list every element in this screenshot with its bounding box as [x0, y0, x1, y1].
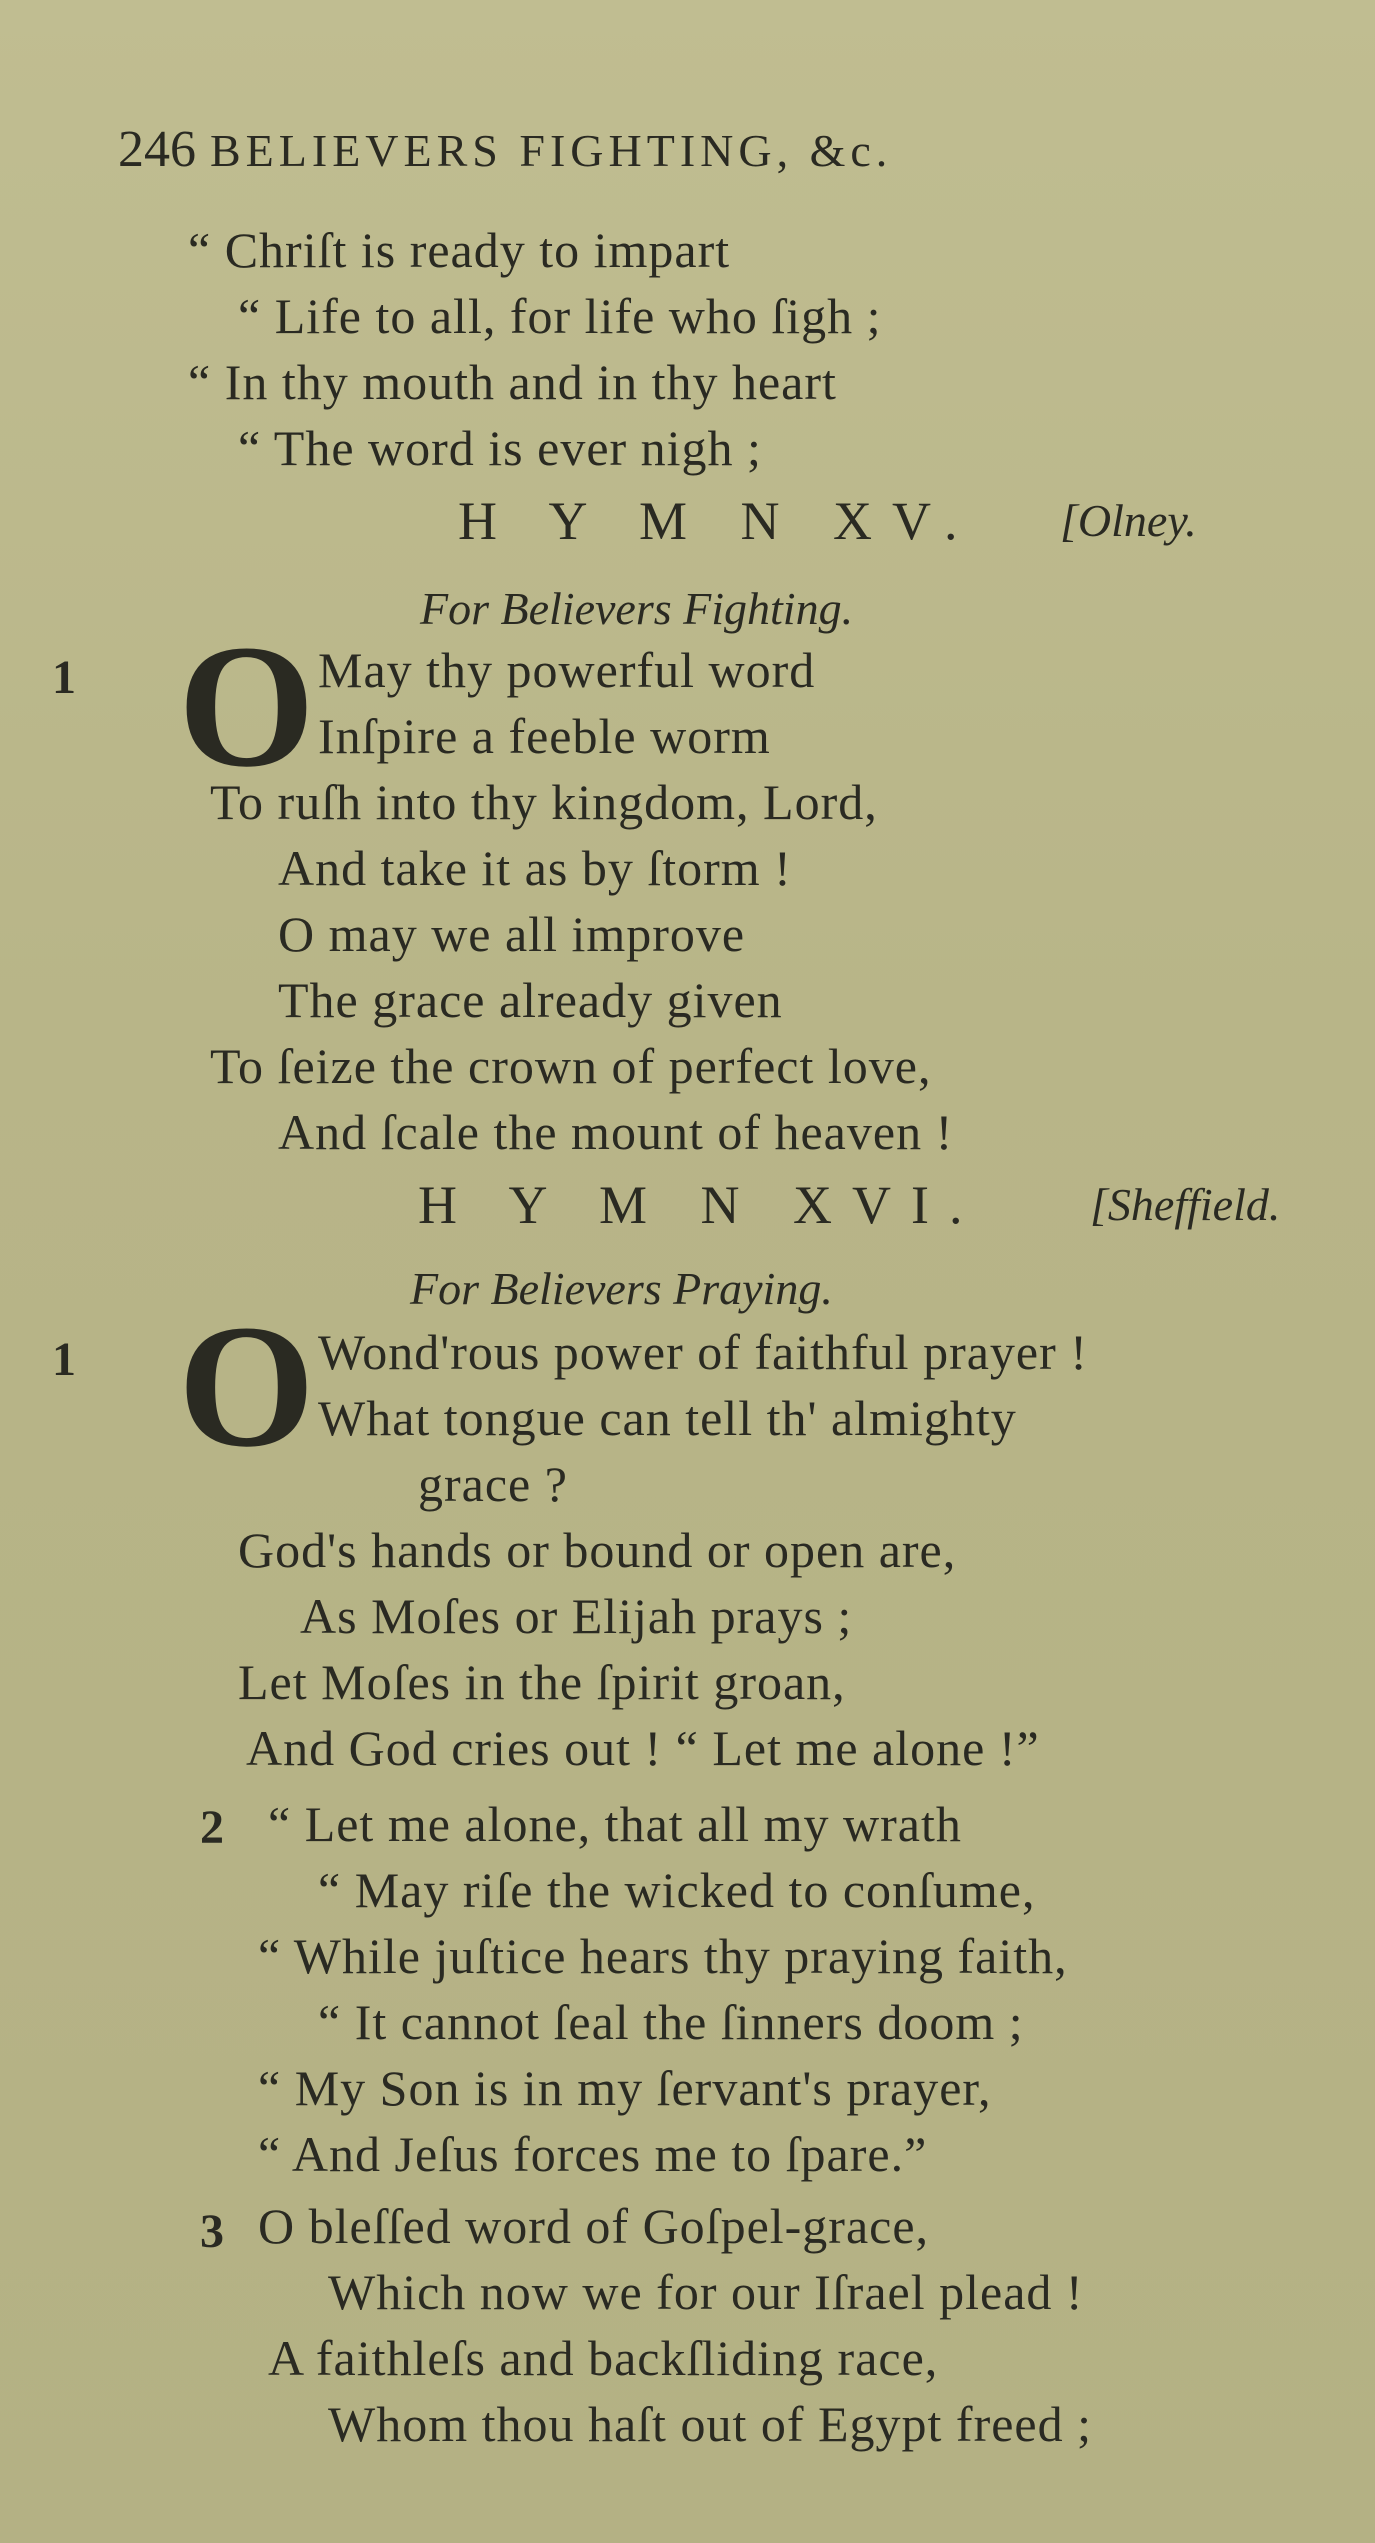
hymn-15-title: H Y M N XV. — [458, 491, 978, 551]
stanza-number: 1 — [52, 651, 76, 704]
verse-line: May thy powerful word — [318, 642, 816, 698]
verse-line: A faithleſs and backſliding race, — [268, 2330, 939, 2386]
verse-line: “ And Jeſus forces me to ſpare.” — [258, 2126, 928, 2182]
verse-line: “ May riſe the wicked to conſume, — [318, 1862, 1036, 1918]
intro-line: “ In thy mouth and in thy heart — [188, 354, 837, 410]
verse-line: God's hands or bound or open are, — [238, 1522, 957, 1578]
hymn-15-tune: [Olney. — [1060, 495, 1197, 546]
hymn-16-title: H Y M N XVI. — [418, 1175, 983, 1235]
hymn-15-subtitle: For Believers Fighting. — [420, 583, 854, 634]
verse-line: “ While juſtice hears thy praying faith, — [258, 1928, 1068, 1984]
hymn-16-subtitle: For Believers Praying. — [410, 1263, 833, 1314]
verse-line: Wond'rous power of faithful prayer ! — [318, 1324, 1088, 1380]
verse-line: O may we all improve — [278, 906, 746, 962]
verse-line: As Moſes or Elijah prays ; — [300, 1588, 853, 1644]
verse-line: “ My Son is in my ſervant's prayer, — [258, 2060, 992, 2116]
verse-line: Whom thou haſt out of Egypt freed ; — [328, 2396, 1093, 2452]
intro-line: “ The word is ever nigh ; — [238, 420, 762, 476]
hymn-16-tune: [Sheffield. — [1090, 1179, 1281, 1230]
stanza-number: 1 — [52, 1333, 76, 1386]
verse-line: “ It cannot ſeal the ſinners doom ; — [318, 1994, 1024, 2050]
intro-line: “ Chriſt is ready to impart — [188, 222, 731, 278]
stanza-number: 3 — [200, 2205, 224, 2258]
verse-line: The grace already given — [278, 972, 783, 1028]
running-header — [118, 120, 892, 179]
running-title: BELIEVERS FIGHTING, &c. — [210, 125, 893, 176]
verse-line: Let Moſes in the ſpirit groan, — [238, 1654, 846, 1710]
verse-line: Inſpire a feeble worm — [318, 708, 771, 764]
drop-cap: O — [178, 609, 315, 804]
verse-line: What tongue can tell th' almighty — [318, 1390, 1017, 1446]
drop-cap: O — [178, 1289, 315, 1484]
verse-line: And take it as by ſtorm ! — [278, 840, 792, 896]
intro-line: “ Life to all, for life who ſigh ; — [238, 288, 882, 344]
verse-line: And ſcale the mount of heaven ! — [278, 1104, 954, 1160]
stanza-number: 2 — [200, 1801, 224, 1854]
verse-line: Which now we for our Iſrael plead ! — [328, 2264, 1084, 2320]
verse-line: “ Let me alone, that all my wrath — [268, 1796, 962, 1852]
verse-line: O bleſſed word of Goſpel-grace, — [258, 2198, 930, 2254]
verse-line: grace ? — [418, 1456, 568, 1512]
page-number: 246 — [118, 121, 196, 178]
verse-line: And God cries out ! “ Let me alone !” — [246, 1720, 1040, 1776]
verse-line: To ſeize the crown of perfect love, — [210, 1038, 932, 1094]
verse-line: To ruſh into thy kingdom, Lord, — [210, 774, 878, 830]
